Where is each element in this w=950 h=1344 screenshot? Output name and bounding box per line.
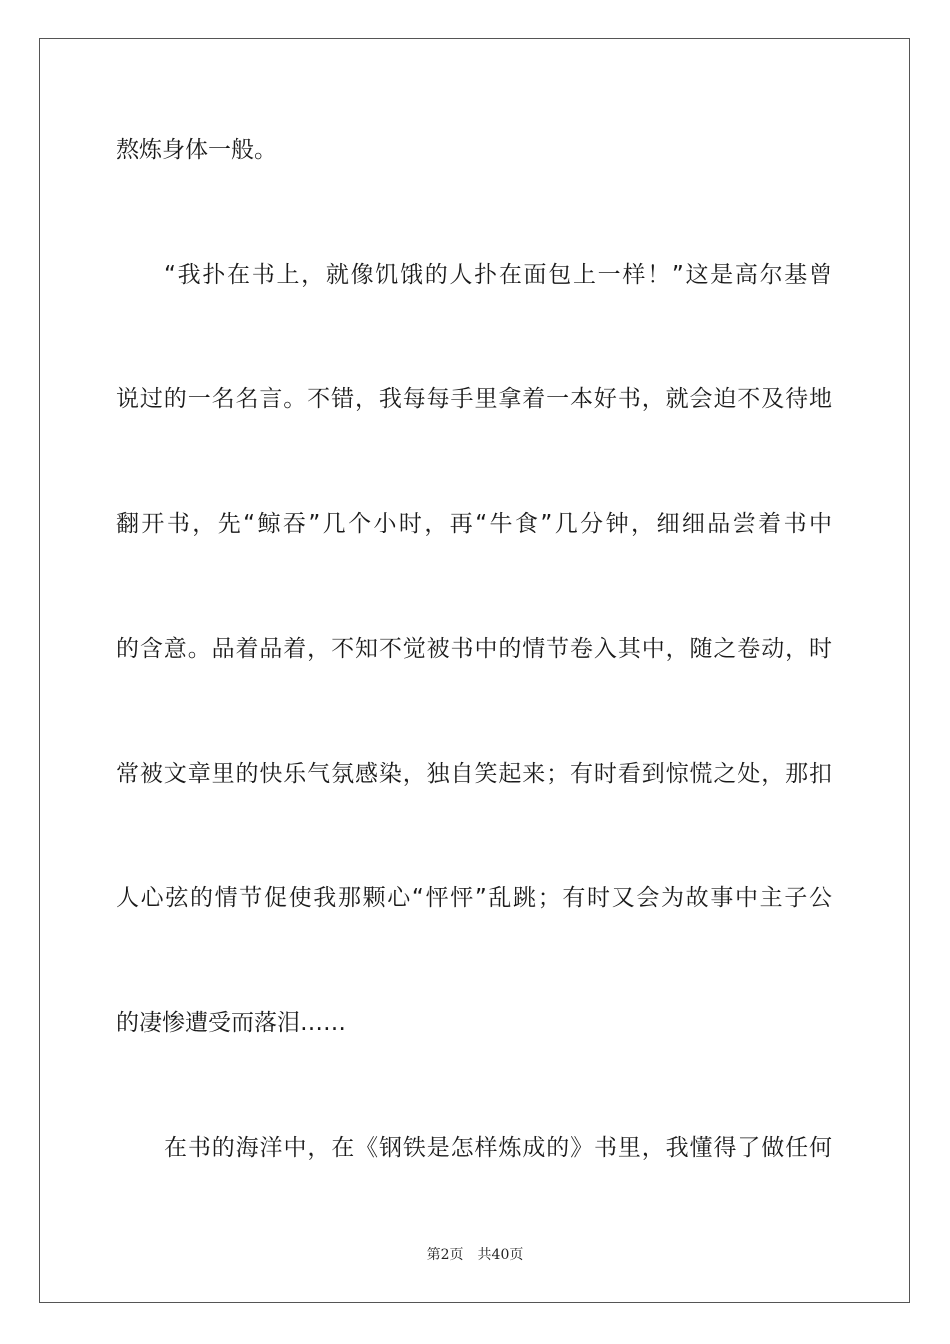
text-line: 说过的一名名言。不错，我每每手里拿着一本好书，就会迫不及待地 xyxy=(116,386,832,412)
text-line: 的凄惨遭受而落泪…… xyxy=(116,1010,346,1036)
text-line: 常被文章里的快乐气氛感染，独自笑起来；有时看到惊慌之处，那扣 xyxy=(116,761,832,787)
page-total: 共40页 xyxy=(477,1247,524,1263)
text-line: 的含意。品着品着，不知不觉被书中的情节卷入其中，随之卷动，时 xyxy=(116,636,832,662)
text-line: 人心弦的情节促使我那颗心“怦怦”乱跳；有时又会为故事中主子公 xyxy=(116,885,832,911)
text-line: 翻开书，先“鲸吞”几个小时，再“牛食”几分钟，细细品尝着书中 xyxy=(116,511,832,537)
text-line: 在书的海洋中，在《钢铁是怎样炼成的》书里，我懂得了做任何 xyxy=(164,1135,832,1161)
page-footer xyxy=(0,1246,950,1264)
page-number: 第2页 xyxy=(426,1247,464,1263)
text-line: “我扑在书上，就像饥饿的人扑在面包上一样！”这是高尔基曾 xyxy=(164,262,832,288)
text-line: 熬炼身体一般。 xyxy=(116,137,277,163)
page-border xyxy=(39,38,910,1303)
